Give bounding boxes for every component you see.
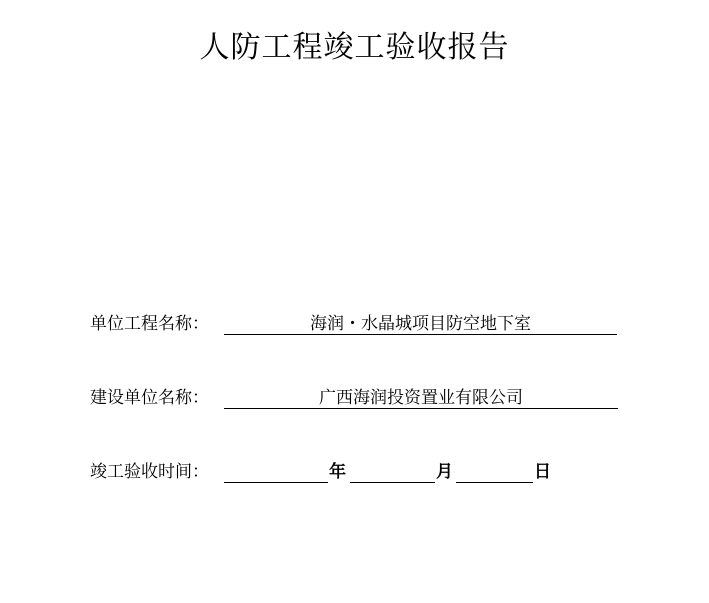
builder-label: 建设单位名称： [90, 388, 209, 408]
month-field[interactable] [350, 457, 435, 483]
project-name-value: 海润・水晶城项目防空地下室 [310, 314, 531, 334]
day-field[interactable] [456, 457, 533, 483]
document-title: 人防工程竣工验收报告 [199, 30, 510, 65]
project-name-field[interactable] [224, 309, 617, 335]
year-field[interactable] [224, 457, 328, 483]
day-unit: 日 [534, 462, 551, 482]
project-name-row [90, 309, 620, 339]
builder-field[interactable] [224, 383, 618, 409]
project-name-label: 单位工程名称： [90, 314, 209, 334]
year-unit: 年 [329, 462, 346, 482]
completion-time-label: 竣工验收时间： [90, 462, 209, 482]
month-unit: 月 [436, 462, 453, 482]
builder-value: 广西海润投资置业有限公司 [319, 388, 523, 408]
builder-row [90, 383, 620, 413]
completion-time-row [90, 457, 570, 487]
